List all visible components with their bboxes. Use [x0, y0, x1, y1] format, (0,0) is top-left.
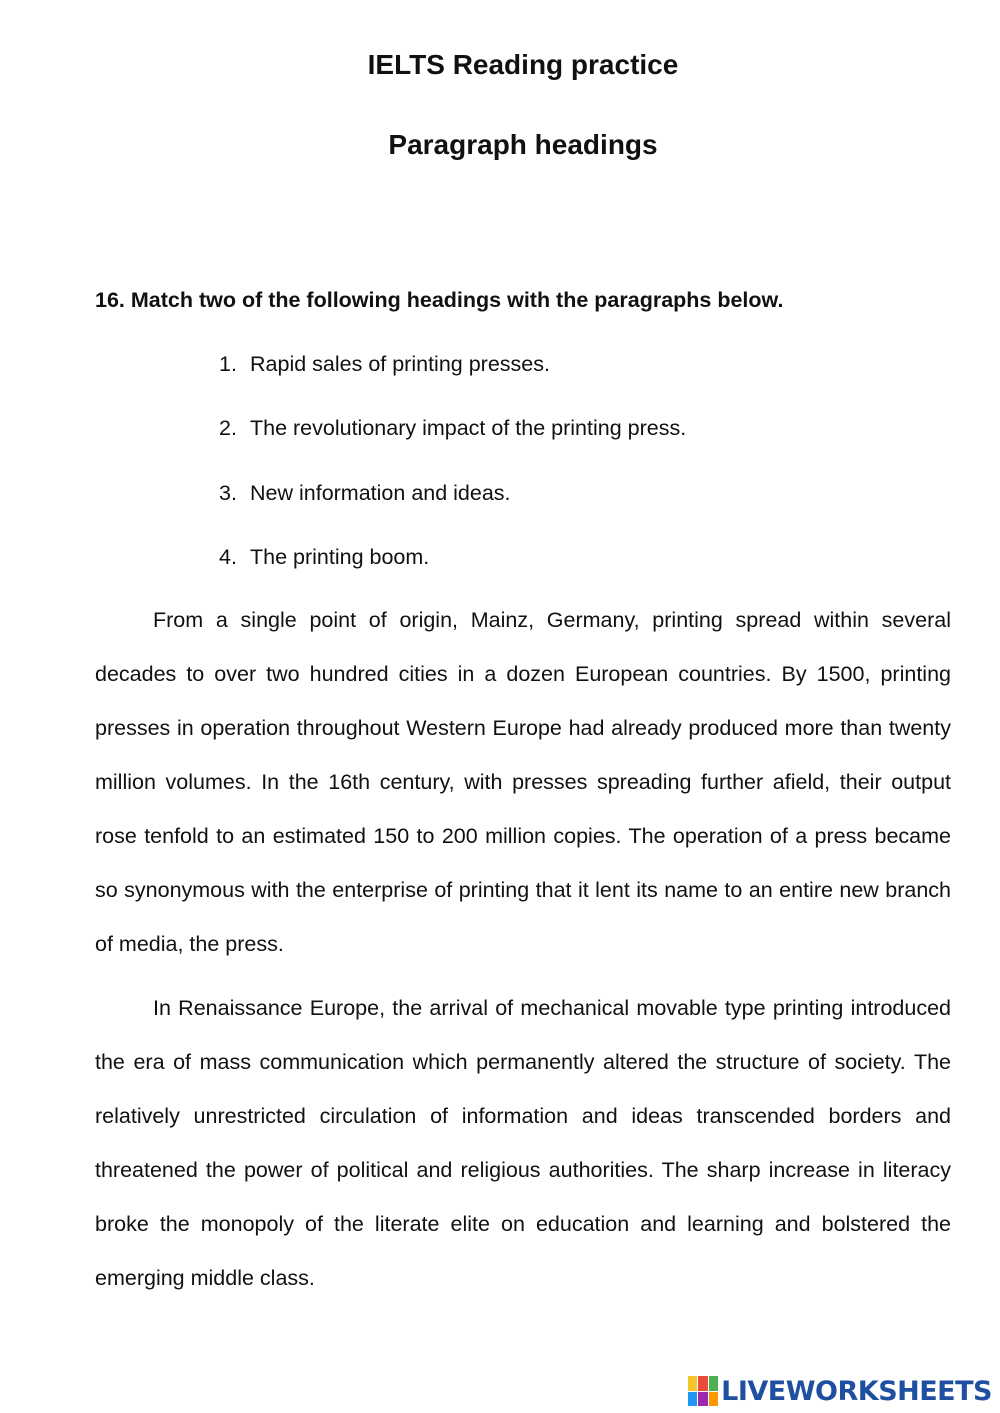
logo-square	[709, 1392, 718, 1407]
heading-number: 2.	[219, 416, 237, 441]
heading-number: 1.	[219, 352, 237, 376]
logo-text: LIVEWORKSHEETS	[721, 1375, 992, 1407]
heading-number: 4.	[219, 544, 237, 569]
liveworksheets-logo	[688, 1373, 992, 1409]
logo-square	[688, 1392, 697, 1407]
logo-mark-icon	[688, 1376, 718, 1406]
list-item	[219, 414, 686, 478]
heading-text: Rapid sales of printing presses.	[250, 352, 550, 376]
list-item	[219, 350, 686, 414]
paragraph-one: From a single point of origin, Mainz, Germany, printing spread within several decades to over two hundred cities in a dozen European countries. By 1500, printing presses in operation throughout Western Europe had already produced more than twenty million volumes. In the 16th century, with presses spreading further afield, their output rose tenfold to an estimated 150 to 200 million copies. The operation of a press became so synonymous with the enterprise of printing that it lent its name to an entire new branch of media, the press.	[95, 608, 951, 956]
heading-text: New information and ideas.	[250, 480, 511, 505]
list-item	[219, 479, 686, 543]
logo-square	[698, 1376, 707, 1391]
document-subtitle: Paragraph headings	[388, 129, 658, 160]
heading-number: 3.	[219, 480, 237, 505]
paragraph-two: In Renaissance Europe, the arrival of mechanical movable type printing introduced the era of mass communication which permanently altered the structure of society. The relatively unrestricted circulation of information and ideas transcended borders and threatened the power of political and religious authorities. The sharp increase in literacy broke the monopoly of the literate elite on education and learning and bolstered the emerging middle class.	[95, 996, 951, 1290]
document-title: IELTS Reading practice	[367, 49, 679, 80]
headings-list	[219, 350, 686, 607]
logo-square	[698, 1392, 707, 1407]
logo-square	[709, 1376, 718, 1391]
heading-text: The revolutionary impact of the printing press.	[250, 416, 687, 441]
heading-text: The printing boom.	[250, 544, 430, 569]
logo-square	[688, 1376, 697, 1391]
question-instruction: 16. Match two of the following headings with the paragraphs below.	[95, 288, 784, 312]
